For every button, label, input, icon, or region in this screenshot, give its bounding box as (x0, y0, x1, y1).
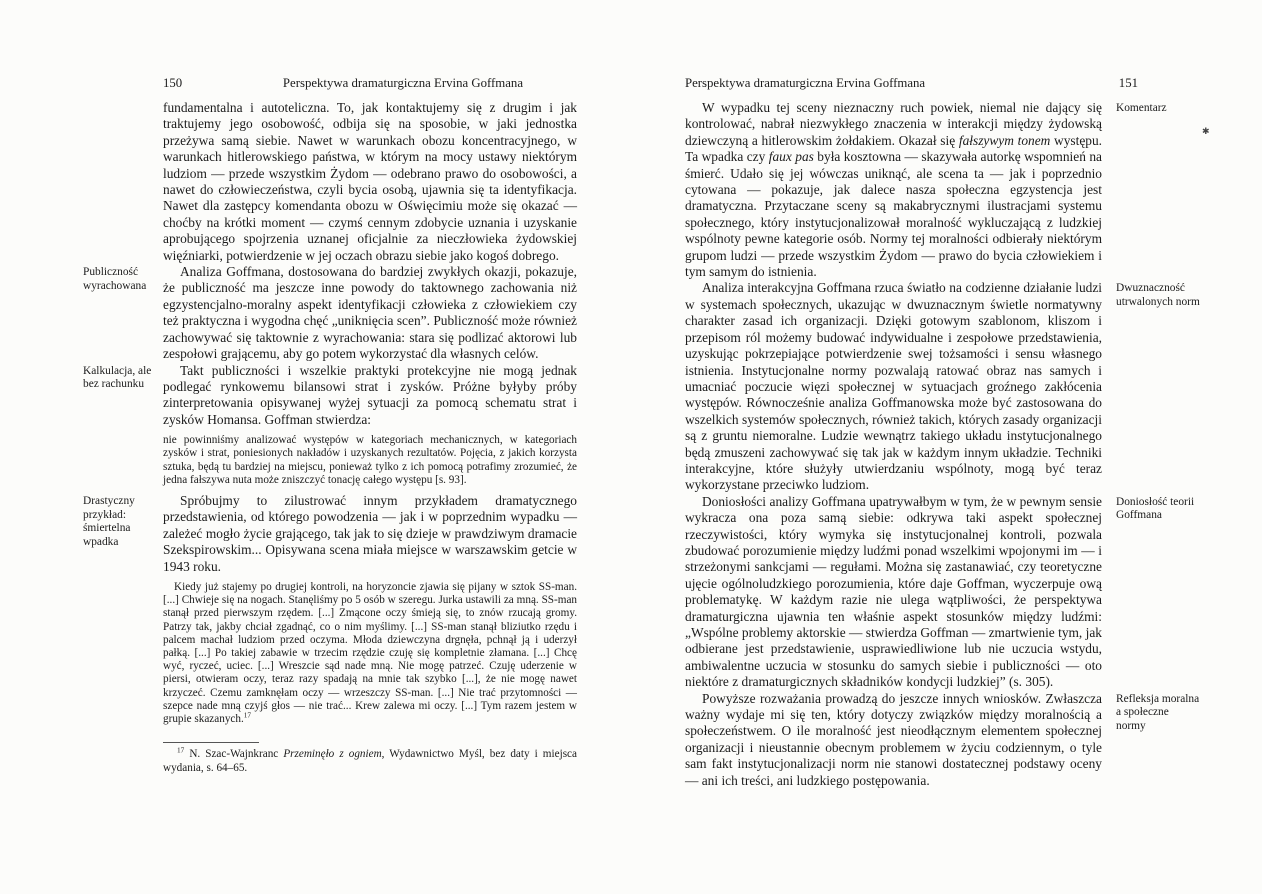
asterisk-margin-mark: ✱ (1202, 126, 1210, 136)
margin-note-dwuznacznosc: Dwuznaczność utrwalonych norm (1116, 282, 1200, 309)
paragraph-continuation: fundamentalna i autoteliczna. To, jak kontaktujemy się z drugim i jak traktujemy jego osobowość, odbija się na sposobie, w jaki jednostka przeżywa samą siebie. Nawet w warunkach obozu koncentracyjnego, w warunkach hitlerowskiego państwa, w którym na mocy ustawy niektórym ludziom — przede wszystkim Żydom — odebrano prawo do osobowości, a nawet do człowieczeństwa, czyli bycia osobą, ujawnia się ta identyfikacja. Nawet dla zastępcy komendanta obozu w Oświęcimiu może się okazać — choćby na krótki moment — czymś cennym zdobycie uznania i uzyskanie aprobującego spojrzenia uznanej oficjalnie za nieczłowieka żydowskiej więźniarki, potwierdzenie w jej oczach obrazu siebie jako kogoś dobrego. (163, 100, 577, 263)
page-151 (685, 76, 1210, 789)
margin-note-komentarz: Komentarz (1116, 102, 1167, 114)
footnote (163, 748, 577, 775)
paragraph-with-note (685, 100, 1210, 280)
footnote-title: Przeminęło z ogniem (283, 748, 382, 761)
paragraph (685, 100, 1102, 280)
paragraph-with-note (83, 362, 577, 429)
footnote-details: , Wydawnictwo Myśl, bez daty i miejsca wydania, s. 64–65. (163, 748, 577, 774)
text-run: W wypadku tej sceny nieznaczny ruch powiek, niemal nie dający się kontrolować, nabrał niezwykłego znaczenia w interakcji między żydowską dziewczyną a hitlerowskim żołdakiem. Okazał się (685, 100, 1102, 148)
footnote-area (163, 742, 577, 775)
running-header-left: Perspektywa dramaturgiczna Ervina Goffmana (282, 76, 523, 90)
italic-run: faux pas (768, 149, 814, 165)
margin-note-kalkulacja: Kalkulacja, ale bez rachunku (83, 364, 152, 391)
page-number-right: 151 (1118, 76, 1138, 90)
paragraph-with-note (83, 492, 577, 575)
page-body-left (83, 100, 577, 775)
margin-note-donioslosc: Doniosłość teorii Goffmana (1116, 495, 1195, 522)
paragraph-with-note (685, 493, 1195, 691)
block-quote-getto (163, 581, 577, 726)
paragraph: Powyższe rozważania prowadzą do jeszcze innych wniosków. Zwłaszcza ważny wydaje mi się ten, który dotyczy związków między moralnością a społeczeństwem. O ile moralność jest nieodłącznym elementem społecznej organizacji i nieustannie obecnym problemem w życiu codziennym, o tyle sam fakt instytucjonalizacji norm nie stanowi dostatecznej podstawy oceny — ani ich treści, ani ludzkiego postępowania. (685, 690, 1102, 788)
margin-note-drastyczny-przyklad: Drastyczny przykład: śmiertelna wpadka (83, 494, 135, 548)
running-header-right: Perspektywa dramaturgiczna Ervina Goffmana (685, 76, 926, 90)
footnote-marker: 17 (177, 746, 185, 755)
paragraph-with-note (83, 264, 577, 362)
italic-run: fałszywym tonem (958, 132, 1051, 148)
footnote-reference: 17 (243, 711, 252, 720)
margin-note-publicznosc-wyrachowana: Publiczność wyrachowana (83, 266, 147, 292)
page-header-left (163, 76, 577, 91)
page-body-right (685, 100, 1210, 789)
page-number-left: 150 (163, 76, 183, 90)
page-150 (83, 76, 577, 775)
block-quote-goffman: nie powinniśmy analizować występów w kategoriach mechanicznych, w kategoriach zysków i strat, poniesionych nakładów i uzyskanych rezultatów. Pojęcia, z jakich korzysta sztuka, będą tu bardziej na miejscu, ponieważ tylko z ich pomocą potrafimy zrozumieć, że jedna fałszywa nuta może zniszczyć tonację całego występu [s. 93]. (163, 434, 577, 486)
paragraph: Spróbujmy to zilustrować innym przykładem dramatycznego przedstawienia, od którego powodzenia — jak i w poprzednim wypadku — zależeć mogło życie grającego, tak jak to się dzieje w prawdziwym dramacie Szekspirowskim... Opisywana scena miała miejsce w warszawskim getcie w 1943 roku. (163, 492, 577, 574)
footnote-rule (163, 742, 259, 743)
paragraph: Takt publiczności i wszelkie praktyki protekcyjne nie mogą jednak podlegać rynkowemu bilansowi strat i zysków. Próżne byłyby próby zinterpretowania opisywanej wyżej sytuacji za pomocą schematu strat i zysków Homansa. Goffman stwierdza: (163, 362, 577, 427)
paragraph: Analiza Goffmana, dostosowana do bardziej zwykłych okazji, pokazuje, że publiczność ma jeszcze inne powody do taktownego zachowania niż egzystencjalno-moralny aspekt identyfikacji człowieka z człowiekiem czy też praktyczna i wygodna chęć „uniknięcia scen”. Publiczność może również zachowywać się taktownie z wyrachowania: stara się podlizać aktorowi lub zespołowi grającemu, aby go potem wykorzystać dla własnych celów. (163, 264, 577, 362)
paragraph: Doniosłości analizy Goffmana upatrywałbym w tym, że w pewnym sensie wykracza ona poza samą siebie: odkrywa taki aspekt społecznej rzeczywistości, który wymyka się instytucjonalnej kontroli, pozwala zbudować porozumienie między ludźmi ponad wszelkimi wpojonymi im — i strzeżonymi sankcjami — regułami. Można się zastanawiać, czy teoretyczne ujęcie ogólnoludzkiego porozumienia, które daje Goffman, wyczerpuje ową problematykę. W każdym razie nie ulega wątpliwości, że perspektywa dramaturgiczna ujawnia ten właśnie aspekt stosunków między ludźmi: „Wspólne problemy aktorskie — stwierdza Goffman — zmartwienie tym, jak odbierane jest przedstawienie, usprawiedliwione lub nie uczucia wstydu, ambiwalentne uczucia w stosunku do samych siebie i publiczności — oto niektóre z dramaturgicznych składników kondycji ludzkiej” (s. 305). (685, 493, 1102, 690)
paragraph-with-note (685, 280, 1200, 493)
footnote-author: N. Szac-Wajnkranc (184, 748, 284, 761)
margin-note-refleksja: Refleksja moralna a społeczne normy (1116, 692, 1200, 732)
text-run: występu. Ta wpadka czy (685, 132, 1102, 165)
quote-text: Kiedy już stajemy po drugiej kontroli, na horyzoncie zjawia się pijany w sztok SS-man. [...] Chwieje się na nogach. Stanęliśmy po 5 osób w szeregu. Jurka ustawili za mną. SS-man stanął przed pierwszym rzędem. [...] Zmącone oczy śmieją się, to znów rzucają gromy. Patrzy tak, jakby chciał zgadnąć, co o nim myślimy. [...] SS-man stanął bliziutko rzędu i palcem machał ludziom przed oczyma. Młoda dziewczyna drgnęła, pchnął ją i uderzył pałką. [...] Po takiej zabawie w trzecim rzędzie czuję się kompletnie złamana. [...] Chcę wyć, ryczeć, uciec. [...] Wreszcie sąd nade mną. Nie mogę patrzeć. Czuję uderzenie w piersi, otwieram oczy, teraz razy spadają na mnie tak szybko [...], że nie mogę nawet krzyczeć. Czemu zamknęłam oczy — wrzeszczy SS-man. [...] Nie trać przytomności — szepce nade mną czyjś głos — nie trać... Krew zalewa mi oczy. [...] Tym razem jestem w grupie skazanych. (163, 580, 577, 725)
paragraph-with-note (685, 690, 1200, 789)
paragraph: Analiza interakcyjna Goffmana rzuca światło na codzienne działanie ludzi w systemach społecznych, ukazując w dwuznacznym świetle normatywny charakter zasad ich organizacji. Dzięki gotowym szablonom, kliszom i przepisom ról możemy budować indywidualne i zespołowe przedstawienia, uzyskując pokrzepiające potwierdzenie swej tożsamości i sensu własnego istnienia. Instytucjonalne normy pozwalają ratować obraz nas samych i umacniać poczucie więzi społecznej w sytuacjach groźnego zakłócenia występów. Równocześnie analiza Goffmanowska może być zastosowana do wszelkich systemów społecznych, również takich, których zasady organizacji są z gruntu niemoralne. Ludzie wewnątrz takiego układu instytucjonalnego będą zmuszeni zachowywać się tak jak w każdym innym układzie. Techniki interakcyjne, które służyły utwierdzaniu wspólnoty, mogą być teraz wykorzystane przeciwko ludziom. (685, 280, 1102, 493)
text-run: była kosztowna — skazywała autorkę wspomnień na śmierć. Udało się jej wówczas uniknąć, ale scena ta — jak i poprzednio cytowana — pokazuje, jak dalece nasza społeczna egzystencja jest dramatyczna. Przytaczane sceny są makabrycznymi ilustracjami systemu społecznego, który instytucjonalizował moralność wykluczającą z ludzkiej wspólnoty pewne kategorie osób. Normy tej moralności odbierały niektórym grupom ludzi — przede wszystkim Żydom — prawo do bycia człowiekiem i tym samym do istnienia. (685, 149, 1102, 280)
page-header-right (685, 76, 1138, 91)
